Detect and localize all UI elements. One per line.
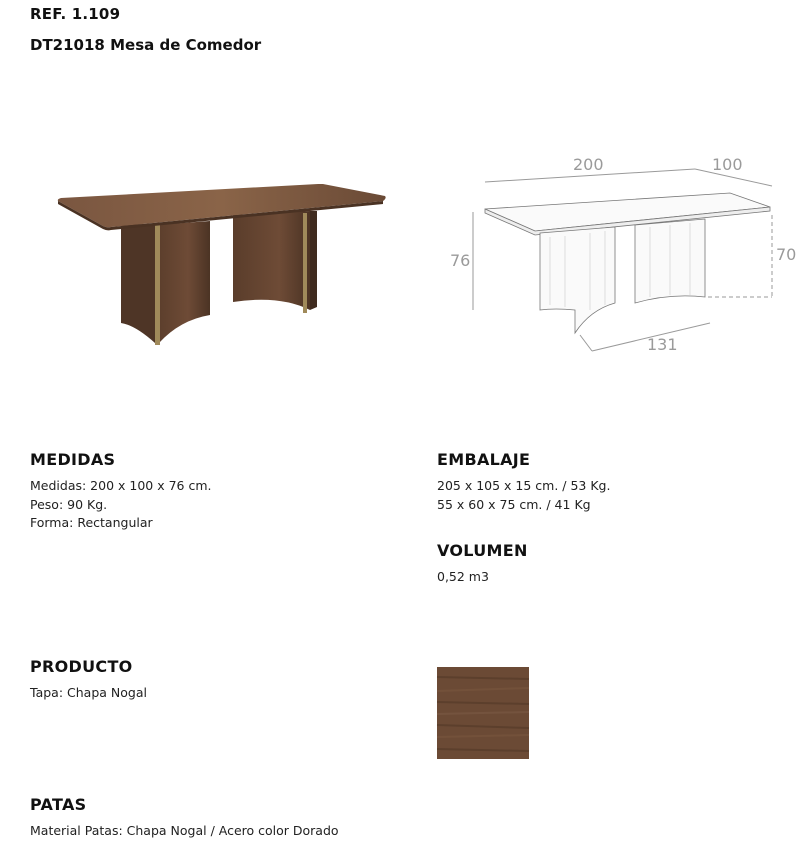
product-title: DT21018 Mesa de Comedor [30, 36, 262, 54]
patas-heading: PATAS [30, 795, 87, 814]
reference-number: REF. 1.109 [30, 5, 121, 23]
medidas-line: Medidas: 200 x 100 x 76 cm. [30, 478, 212, 493]
medidas-heading: MEDIDAS [30, 450, 116, 469]
producto-line: Tapa: Chapa Nogal [30, 685, 147, 700]
medidas-line: Peso: 90 Kg. [30, 496, 108, 512]
embalaje-block [437, 477, 610, 514]
volumen-heading: VOLUMEN [437, 541, 528, 560]
patas-line: Material Patas: Chapa Nogal / Acero color Dorado [30, 823, 339, 838]
dim-base-length-label: 131 [647, 335, 678, 354]
dim-length-label: 200 [573, 155, 604, 174]
embalaje-heading: EMBALAJE [437, 450, 531, 469]
table-photo [55, 175, 395, 355]
dim-height-label: 76 [450, 251, 471, 270]
embalaje-line: 205 x 105 x 15 cm. / 53 Kg. [437, 478, 611, 493]
dim-base-height-label: 70 [776, 245, 797, 264]
medidas-block [30, 477, 211, 533]
walnut-veneer-swatch [437, 667, 529, 759]
embalaje-line: 55 x 60 x 75 cm. / 41 Kg [437, 496, 591, 512]
dimension-drawing [440, 145, 797, 360]
producto-heading: PRODUCTO [30, 657, 133, 676]
medidas-line: Forma: Rectangular [30, 515, 153, 530]
volumen-value: 0,52 m3 [437, 569, 489, 584]
dim-width-label: 100 [712, 155, 743, 174]
